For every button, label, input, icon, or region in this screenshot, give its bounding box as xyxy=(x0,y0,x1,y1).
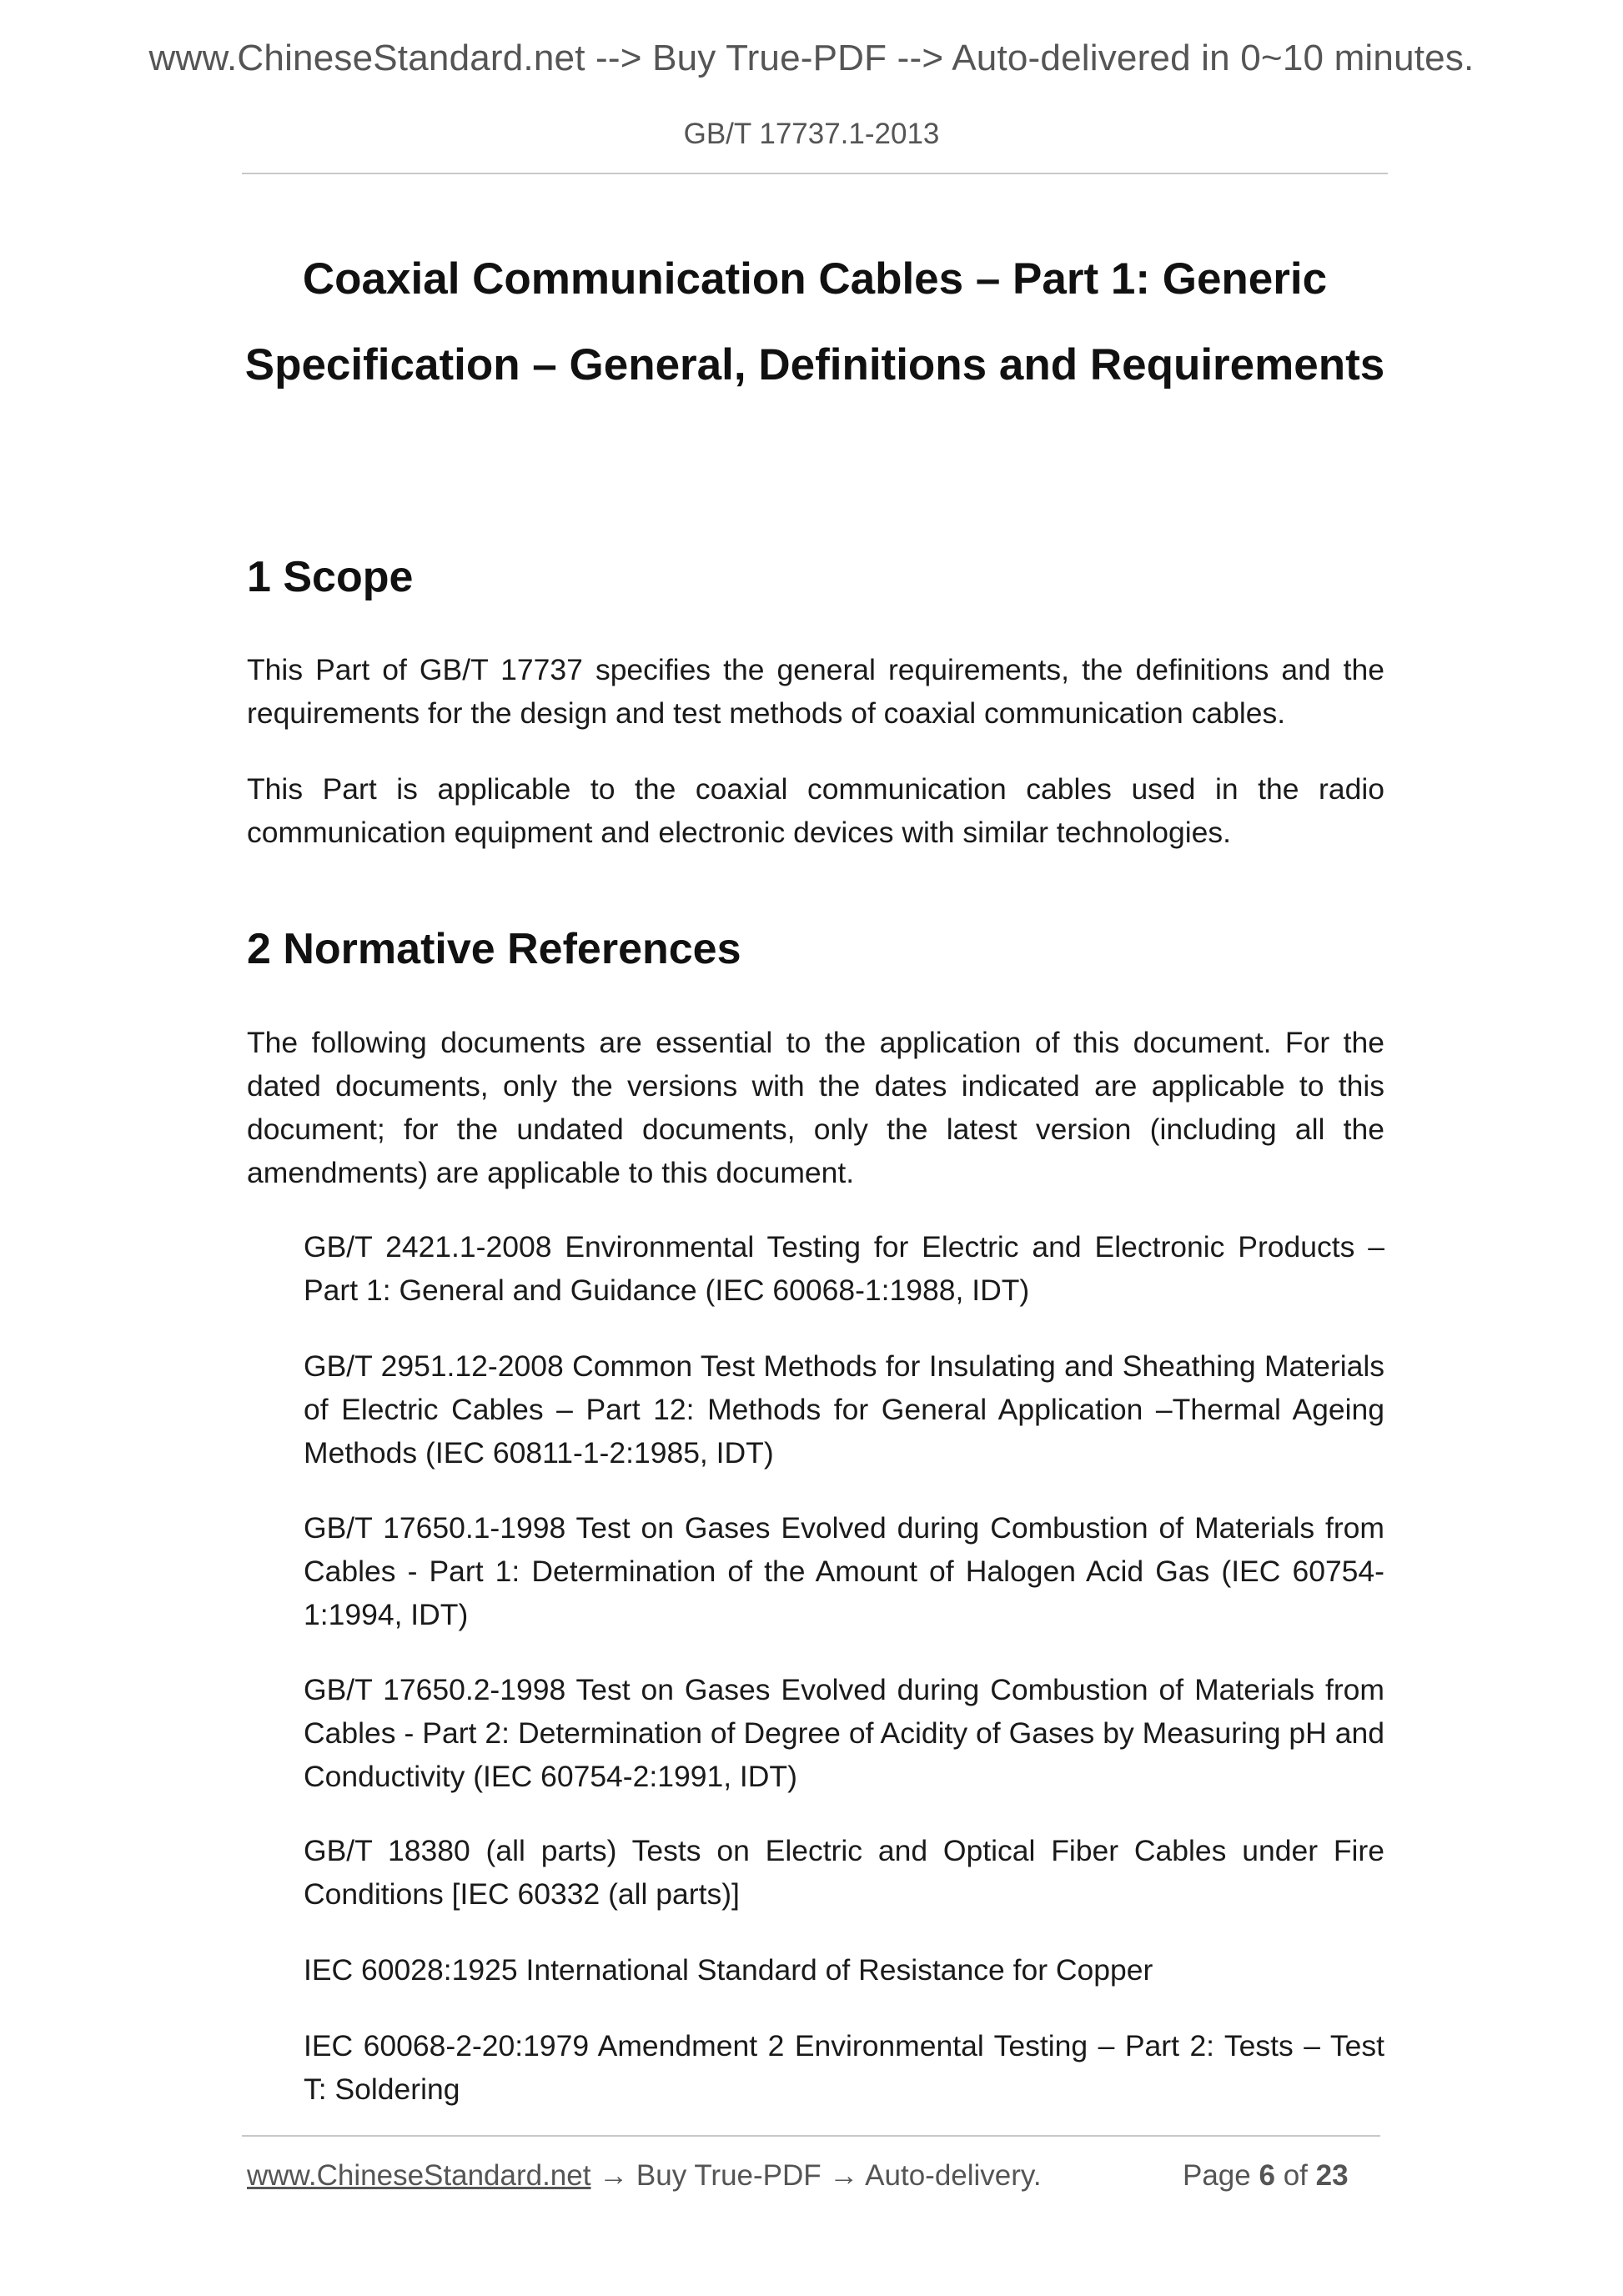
document-title xyxy=(242,236,1388,408)
reference-item: GB/T 18380 (all parts) Tests on Electric and Optical Fiber Cables under Fire Conditions [IEC 60332 (all parts)] xyxy=(304,1834,1384,1911)
reference-item: GB/T 17650.1-1998 Test on Gases Evolved during Combustion of Materials from Cables - Part 1: Determination of the Amount of Halogen Acid Gas (IEC 60754-1:1994, IDT) xyxy=(304,1511,1384,1631)
reference-item: GB/T 2951.12-2008 Common Test Methods for Insulating and Sheathing Materials of Electric Cables – Part 12: Methods for General Application –Thermal Ageing Methods (IEC 60811-1-2:1985, IDT) xyxy=(304,1349,1384,1470)
section-heading-scope: 1 Scope xyxy=(247,553,414,601)
section-heading-normative-references: 2 Normative References xyxy=(247,925,741,973)
footer-promo-text: → Buy True-PDF → Auto-delivery. xyxy=(599,2159,1042,2192)
title-line-2: Specification – General, Definitions and Requirements xyxy=(244,340,1385,389)
page-total: 23 xyxy=(1315,2159,1349,2192)
footer-site-link[interactable]: www.ChineseStandard.net xyxy=(247,2159,591,2192)
scope-paragraph: This Part is applicable to the coaxial communication cables used in the radio communication equipment and electronic devices with similar technologies. xyxy=(247,772,1384,849)
page-label: Page xyxy=(1183,2159,1251,2192)
footer-rule xyxy=(242,2135,1380,2137)
page-indicator xyxy=(1183,2161,1349,2190)
scope-paragraph: This Part of GB/T 17737 specifies the general requirements, the definitions and the requirements for the design and test methods of coaxial communication cables. xyxy=(247,653,1384,730)
of-label: of xyxy=(1283,2159,1308,2192)
reference-item: GB/T 2421.1-2008 Environmental Testing for Electric and Electronic Products – Part 1: General and Guidance (IEC 60068-1:1988, IDT) xyxy=(304,1230,1384,1307)
footer-promo xyxy=(247,2161,1042,2190)
references-intro-paragraph: The following documents are essential to the application of this document. For the dated documents, only the versions with the dates indicated are applicable to this document; for the undated documents, only the latest version (including all the amendments) are applicable to this document. xyxy=(247,1026,1384,1189)
title-line-1: Coaxial Communication Cables – Part 1: Generic xyxy=(302,254,1328,304)
header-rule xyxy=(242,173,1388,174)
page-number: 6 xyxy=(1259,2159,1275,2192)
document-code: GB/T 17737.1-2013 xyxy=(683,118,940,150)
reference-item: IEC 60028:1925 International Standard of Resistance for Copper xyxy=(304,1953,1153,1987)
reference-item: GB/T 17650.2-1998 Test on Gases Evolved during Combustion of Materials from Cables - Part 2: Determination of Degree of Acidity of Gases by Measuring pH and Conductivity (IEC 60754-2:1991, IDT) xyxy=(304,1673,1384,1793)
reference-item: IEC 60068-2-20:1979 Amendment 2 Environmental Testing – Part 2: Tests – Test T: Soldering xyxy=(304,2029,1384,2106)
top-banner: www.ChineseStandard.net --> Buy True-PDF --> Auto-delivered in 0~10 minutes. xyxy=(148,38,1475,78)
